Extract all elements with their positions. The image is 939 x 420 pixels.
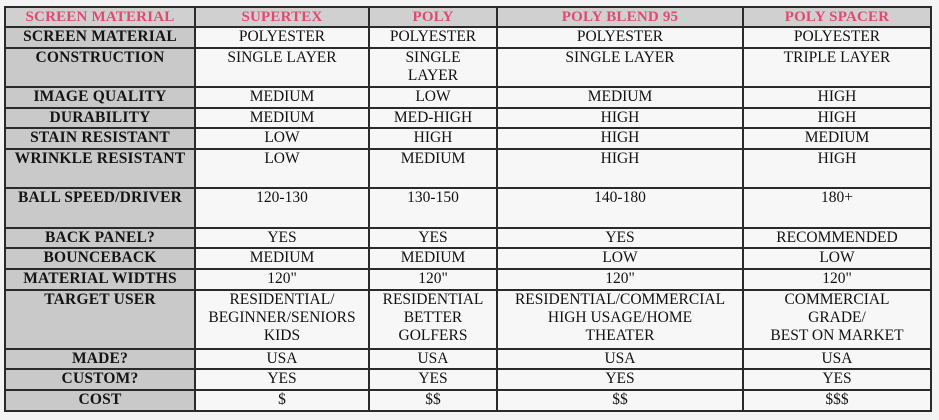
table-cell [743,108,931,129]
table-cell [497,290,743,349]
row-label: BALL SPEED/DRIVER [5,188,195,227]
header-cell-poly-spacer: POLY SPACER [743,7,931,27]
cell-text: LOW [819,249,855,267]
table-cell [195,27,369,48]
cell-text: SINGLE LAYER [227,48,337,66]
table-row [5,269,931,290]
table-cell [743,87,931,108]
table-cell [195,269,369,290]
cell-text: RECOMMENDED [776,228,898,246]
row-label: TARGET USER [5,290,195,349]
cell-text: GOLFERS [398,326,468,344]
cell-text: MEDIUM [249,88,315,106]
table-row [5,369,931,390]
cell-text: $$ [425,391,441,409]
cell-text: USA [417,349,449,367]
table-cell [743,149,931,188]
row-label: DURABILITY [5,108,195,129]
cell-text: MEDIUM [400,249,466,267]
row-label: MATERIAL WIDTHS [5,269,195,290]
table-cell [195,248,369,269]
table-cell [195,349,369,370]
cell-text: HIGH [817,108,857,126]
cell-text: HIGH [817,150,857,168]
cell-text: YES [418,228,448,246]
cell-text: KIDS [263,326,301,344]
cell-text: 120" [267,270,297,288]
table-row [5,87,931,108]
cell-text: SINGLE [405,48,461,66]
cell-text: MEDIUM [249,249,315,267]
table-cell [369,248,497,269]
table-cell [195,108,369,129]
cell-text: USA [604,349,636,367]
cell-text: LAYER [407,66,459,84]
table-cell [497,369,743,390]
table-cell [497,188,743,227]
table-cell [195,390,369,411]
cell-text: $$ [612,391,628,409]
table-cell [369,228,497,249]
table-header [5,7,931,27]
table-cell [743,48,931,87]
cell-text: YES [822,370,852,388]
table-row [5,128,931,149]
table-row [5,27,931,48]
cell-text: MEDIUM [804,129,870,147]
table-cell [195,290,369,349]
table-cell [369,269,497,290]
table-cell [497,390,743,411]
cell-text: 180+ [821,189,853,207]
cell-text: 130-150 [407,189,459,207]
table-row [5,108,931,129]
cell-text: HIGH USAGE/HOME [547,308,693,326]
cell-text: USA [821,349,853,367]
table-cell [195,188,369,227]
table-cell [369,369,497,390]
cell-text: USA [266,349,298,367]
table-cell [369,27,497,48]
cell-text: RESIDENTIAL/ [229,290,335,308]
table-row [5,149,931,188]
table-row [5,48,931,87]
table-row [5,228,931,249]
table-cell [497,349,743,370]
cell-text: HIGH [817,88,857,106]
header-cell-poly: POLY [369,7,497,27]
table-cell [743,188,931,227]
cell-text: THEATER [585,326,655,344]
table-cell [497,48,743,87]
header-cell-attribute: SCREEN MATERIAL [5,7,195,27]
table-cell [743,27,931,48]
cell-text: 120" [605,270,635,288]
table-cell [743,290,931,349]
cell-text: YES [605,228,635,246]
cell-text: HIGH [600,129,640,147]
cell-text: YES [418,370,448,388]
cell-text: YES [605,370,635,388]
cell-text: YES [267,370,297,388]
row-label: BOUNCEBACK [5,248,195,269]
screen-material-comparison-table [4,6,932,412]
cell-text: MEDIUM [400,150,466,168]
table-cell [743,269,931,290]
row-label: COST [5,390,195,411]
cell-text: 120-130 [256,189,308,207]
table-cell [497,27,743,48]
table-cell [195,48,369,87]
table-cell [369,108,497,129]
table-cell [369,290,497,349]
table-row [5,290,931,349]
table-row [5,248,931,269]
cell-text: HIGH [600,150,640,168]
cell-text: 120" [418,270,448,288]
header-cell-poly-blend-95: POLY BLEND 95 [497,7,743,27]
row-label: SCREEN MATERIAL [5,27,195,48]
cell-text: 120" [822,270,852,288]
header-row [5,7,931,27]
table-cell [497,108,743,129]
cell-text: BEST ON MARKET [770,326,904,344]
cell-text: POLYESTER [576,28,664,45]
table-cell [743,128,931,149]
cell-text: LOW [264,129,300,147]
table-cell [369,128,497,149]
row-label: IMAGE QUALITY [5,87,195,108]
table-cell [195,128,369,149]
cell-text: BEGINNER/SENIORS [208,308,356,326]
row-label: WRINKLE RESISTANT [5,149,195,188]
table-cell [369,390,497,411]
table-cell [195,87,369,108]
table-cell [369,87,497,108]
table-cell [743,228,931,249]
cell-text: BETTER [403,308,463,326]
cell-text: MEDIUM [587,88,653,106]
cell-text: 140-180 [594,189,646,207]
cell-text: POLYESTER [389,28,477,45]
cell-text: TRIPLE LAYER [783,48,891,66]
cell-text: POLYESTER [793,28,881,45]
table-cell [195,369,369,390]
header-cell-supertex: SUPERTEX [195,7,369,27]
table-body [5,27,931,411]
table-row [5,188,931,227]
table-cell [369,188,497,227]
table-cell [743,390,931,411]
row-label: BACK PANEL? [5,228,195,249]
cell-text: YES [267,228,297,246]
table-cell [497,87,743,108]
cell-text: HIGH [600,108,640,126]
cell-text: COMMERCIAL [784,290,890,308]
table-row [5,390,931,411]
cell-text: RESIDENTIAL [382,290,484,308]
table-cell [743,349,931,370]
table-cell [497,269,743,290]
cell-text: LOW [415,88,451,106]
table-cell [497,128,743,149]
table-cell [743,248,931,269]
cell-text: $ [278,391,286,409]
table-cell [497,228,743,249]
cell-text: RESIDENTIAL/COMMERCIAL [514,290,726,308]
table-cell [369,48,497,87]
table-cell [369,349,497,370]
cell-text: MEDIUM [249,108,315,126]
cell-text: HIGH [413,129,453,147]
row-label: STAIN RESISTANT [5,128,195,149]
table-row [5,349,931,370]
table-cell [497,149,743,188]
cell-text: GRADE/ [808,308,866,326]
table-cell [195,149,369,188]
cell-text: POLYESTER [238,28,326,45]
row-label: CONSTRUCTION [5,48,195,87]
row-label: CUSTOM? [5,369,195,390]
cell-text: $$$ [825,391,849,409]
cell-text: LOW [264,150,300,168]
cell-text: LOW [602,249,638,267]
cell-text: MED-HIGH [393,108,473,126]
cell-text: SINGLE LAYER [565,48,675,66]
table-cell [497,248,743,269]
table-cell [369,149,497,188]
table-cell [195,228,369,249]
row-label: MADE? [5,349,195,370]
table-cell [743,369,931,390]
